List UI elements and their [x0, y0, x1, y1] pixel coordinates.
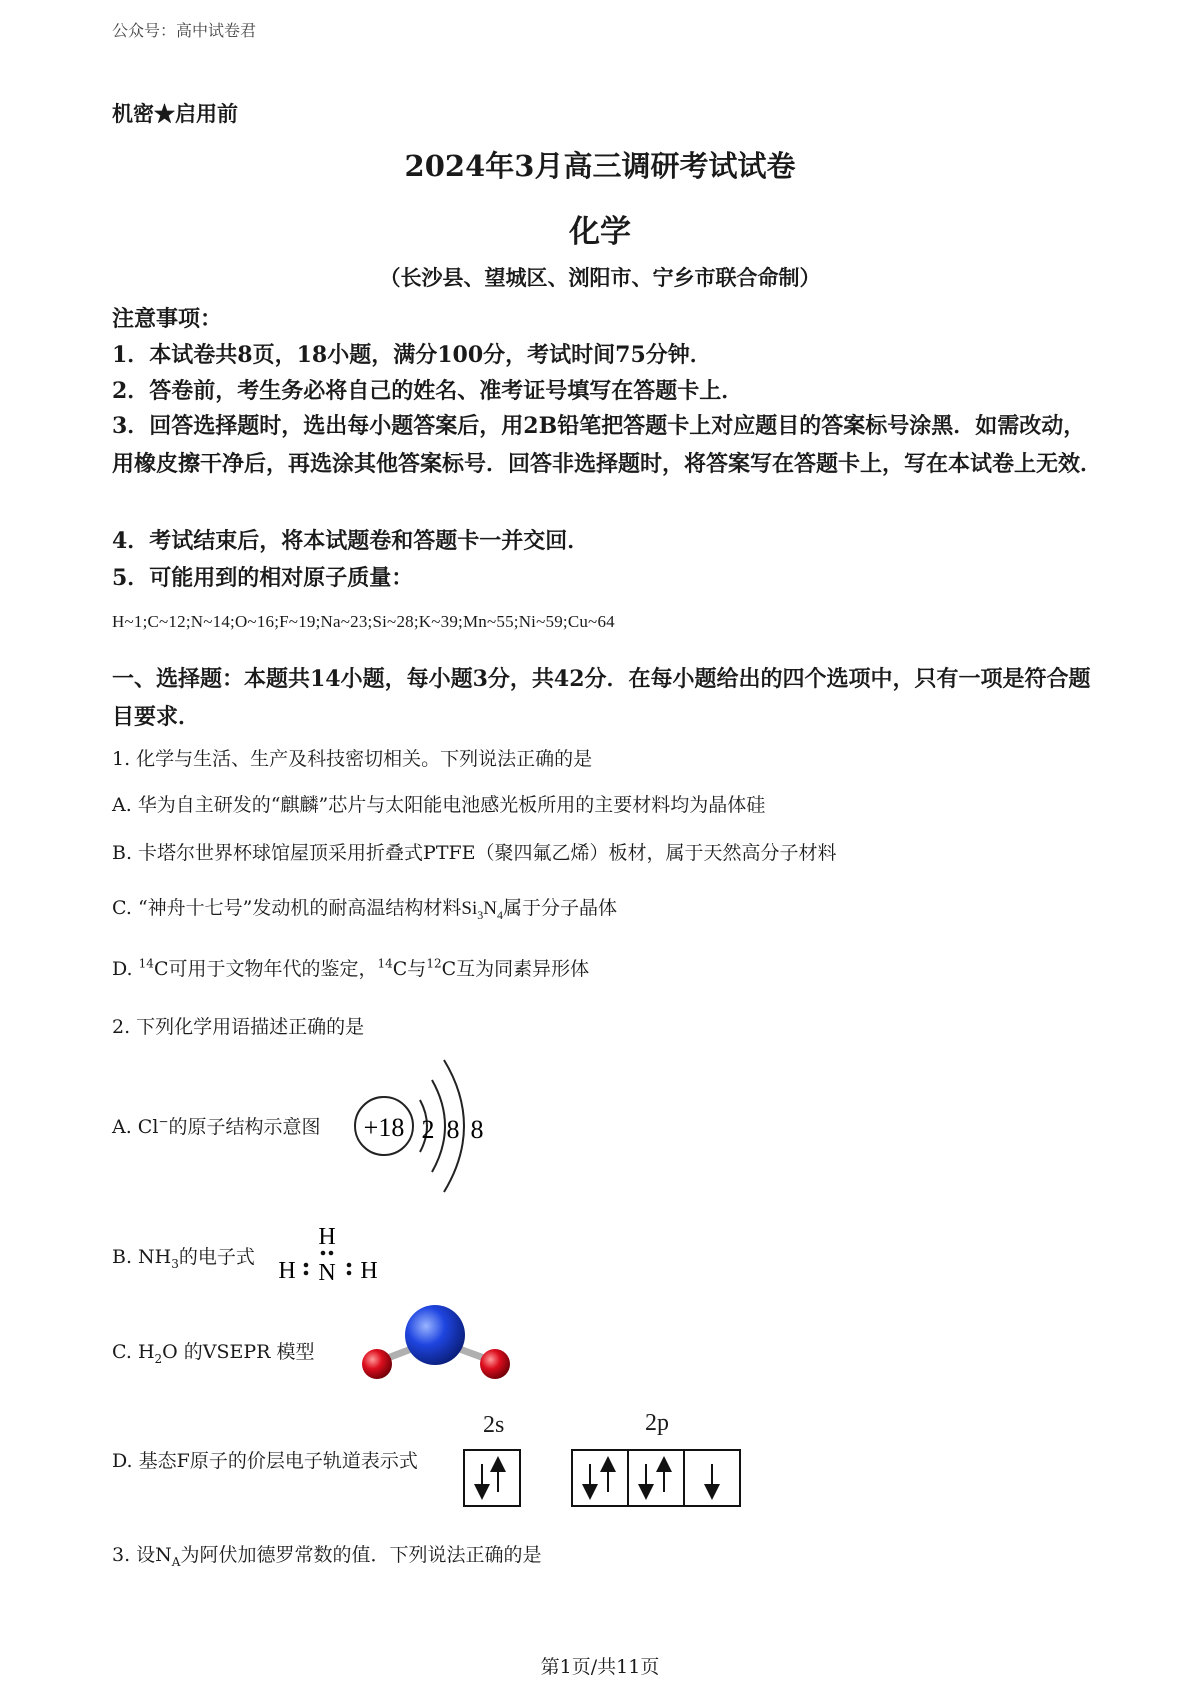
subject-title: 化学	[569, 214, 631, 250]
q2-option-d: D. 基态F原子的价层电子轨道表示式	[112, 1450, 418, 1472]
atom-structure-diagram	[350, 1046, 500, 1206]
q1-option-b: B. 卡塔尔世界杯球馆屋顶采用折叠式PTFE（聚四氟乙烯）板材，属于天然高分子材料	[112, 842, 837, 864]
water-vsepr-model	[355, 1300, 525, 1390]
q1-option-a: A. 华为自主研发的“麒麟”芯片与太阳能电池感光板所用的主要材料均为晶体硅	[112, 794, 766, 816]
q1-option-c: C. “神舟十七号”发动机的耐高温结构材料$Si_3N_4$属于分子晶体	[112, 897, 617, 922]
q2-option-c: C. $H_2O$ 的VSEPR 模型	[112, 1341, 315, 1366]
section-heading: 一、选择题：本题共14小题，每小题3分，共42分．在每小题给出的四个选项中，只有一项是符合题目要求．	[112, 666, 1091, 730]
note-item-1: 1．本试卷共8页，18小题，满分100分，考试时间75分钟．	[112, 342, 712, 368]
watermark-text: 公众号：高中试卷君	[112, 21, 257, 40]
atomic-masses: H~1;C~12;N~14;O~16;F~19;Na~23;Si~28;K~39;Mn~55;Ni~59;Cu~64	[112, 612, 615, 631]
q2-stem: 2. 下列化学用语描述正确的是	[112, 1016, 365, 1038]
note-item-2: 2．答卷前，考生务必将自己的姓名、准考证号填写在答题卡上．	[112, 378, 744, 404]
nucleus-charge: +18	[363, 1113, 405, 1142]
q2-option-b: B. $NH_3$的电子式	[112, 1246, 255, 1271]
notes-heading: 注意事项：	[112, 306, 223, 332]
orbital-label-2s: 2s	[483, 1412, 505, 1438]
q1-option-d: D. $^{14}$C可用于文物年代的鉴定，$^{14}$C与$^{12}$C互为同素异形体	[112, 956, 590, 980]
exam-title: 2024年3月高三调研考试试卷	[404, 149, 796, 183]
note-item-5: 5．可能用到的相对原子质量：	[112, 565, 414, 591]
orbital-label-2p: 2p	[645, 1410, 669, 1436]
note-item-4: 4．考试结束后，将本试题卷和答题卡一并交回．	[112, 528, 590, 554]
shell-2-count: 8	[446, 1115, 460, 1144]
svg-text:H: H	[318, 1224, 336, 1250]
confidential-label: 机密★启用前	[112, 101, 238, 126]
lewis-structure-nh3	[275, 1222, 385, 1292]
shell-1-count: 2	[421, 1115, 435, 1144]
q1-stem: 1. 化学与生活、生产及科技密切相关。下列说法正确的是	[112, 748, 593, 770]
svg-text:N: N	[318, 1260, 336, 1286]
page-footer: 第1页/共11页	[540, 1656, 660, 1678]
svg-text:H: H	[360, 1258, 378, 1284]
joint-authors: （长沙县、望城区、浏阳市、宁乡市联合命制）	[379, 265, 821, 290]
q2-option-a: A. Cl−的原子结构示意图	[112, 1114, 321, 1138]
q3-stem: 3. 设$N_A$为阿伏加德罗常数的值．下列说法正确的是	[112, 1544, 542, 1569]
orbital-diagram	[460, 1446, 750, 1510]
svg-text:H: H	[278, 1258, 296, 1284]
note-item-3: 3．回答选择题时，选出每小题答案后，用2B铅笔把答题卡上对应题目的答案标号涂黑．如需改动，用橡皮擦干净后，再选涂其他答案标号．回答非选择题时，将答案写在答题卡上，写在本试卷上无效．	[112, 413, 1103, 477]
shell-3-count: 8	[470, 1115, 484, 1144]
